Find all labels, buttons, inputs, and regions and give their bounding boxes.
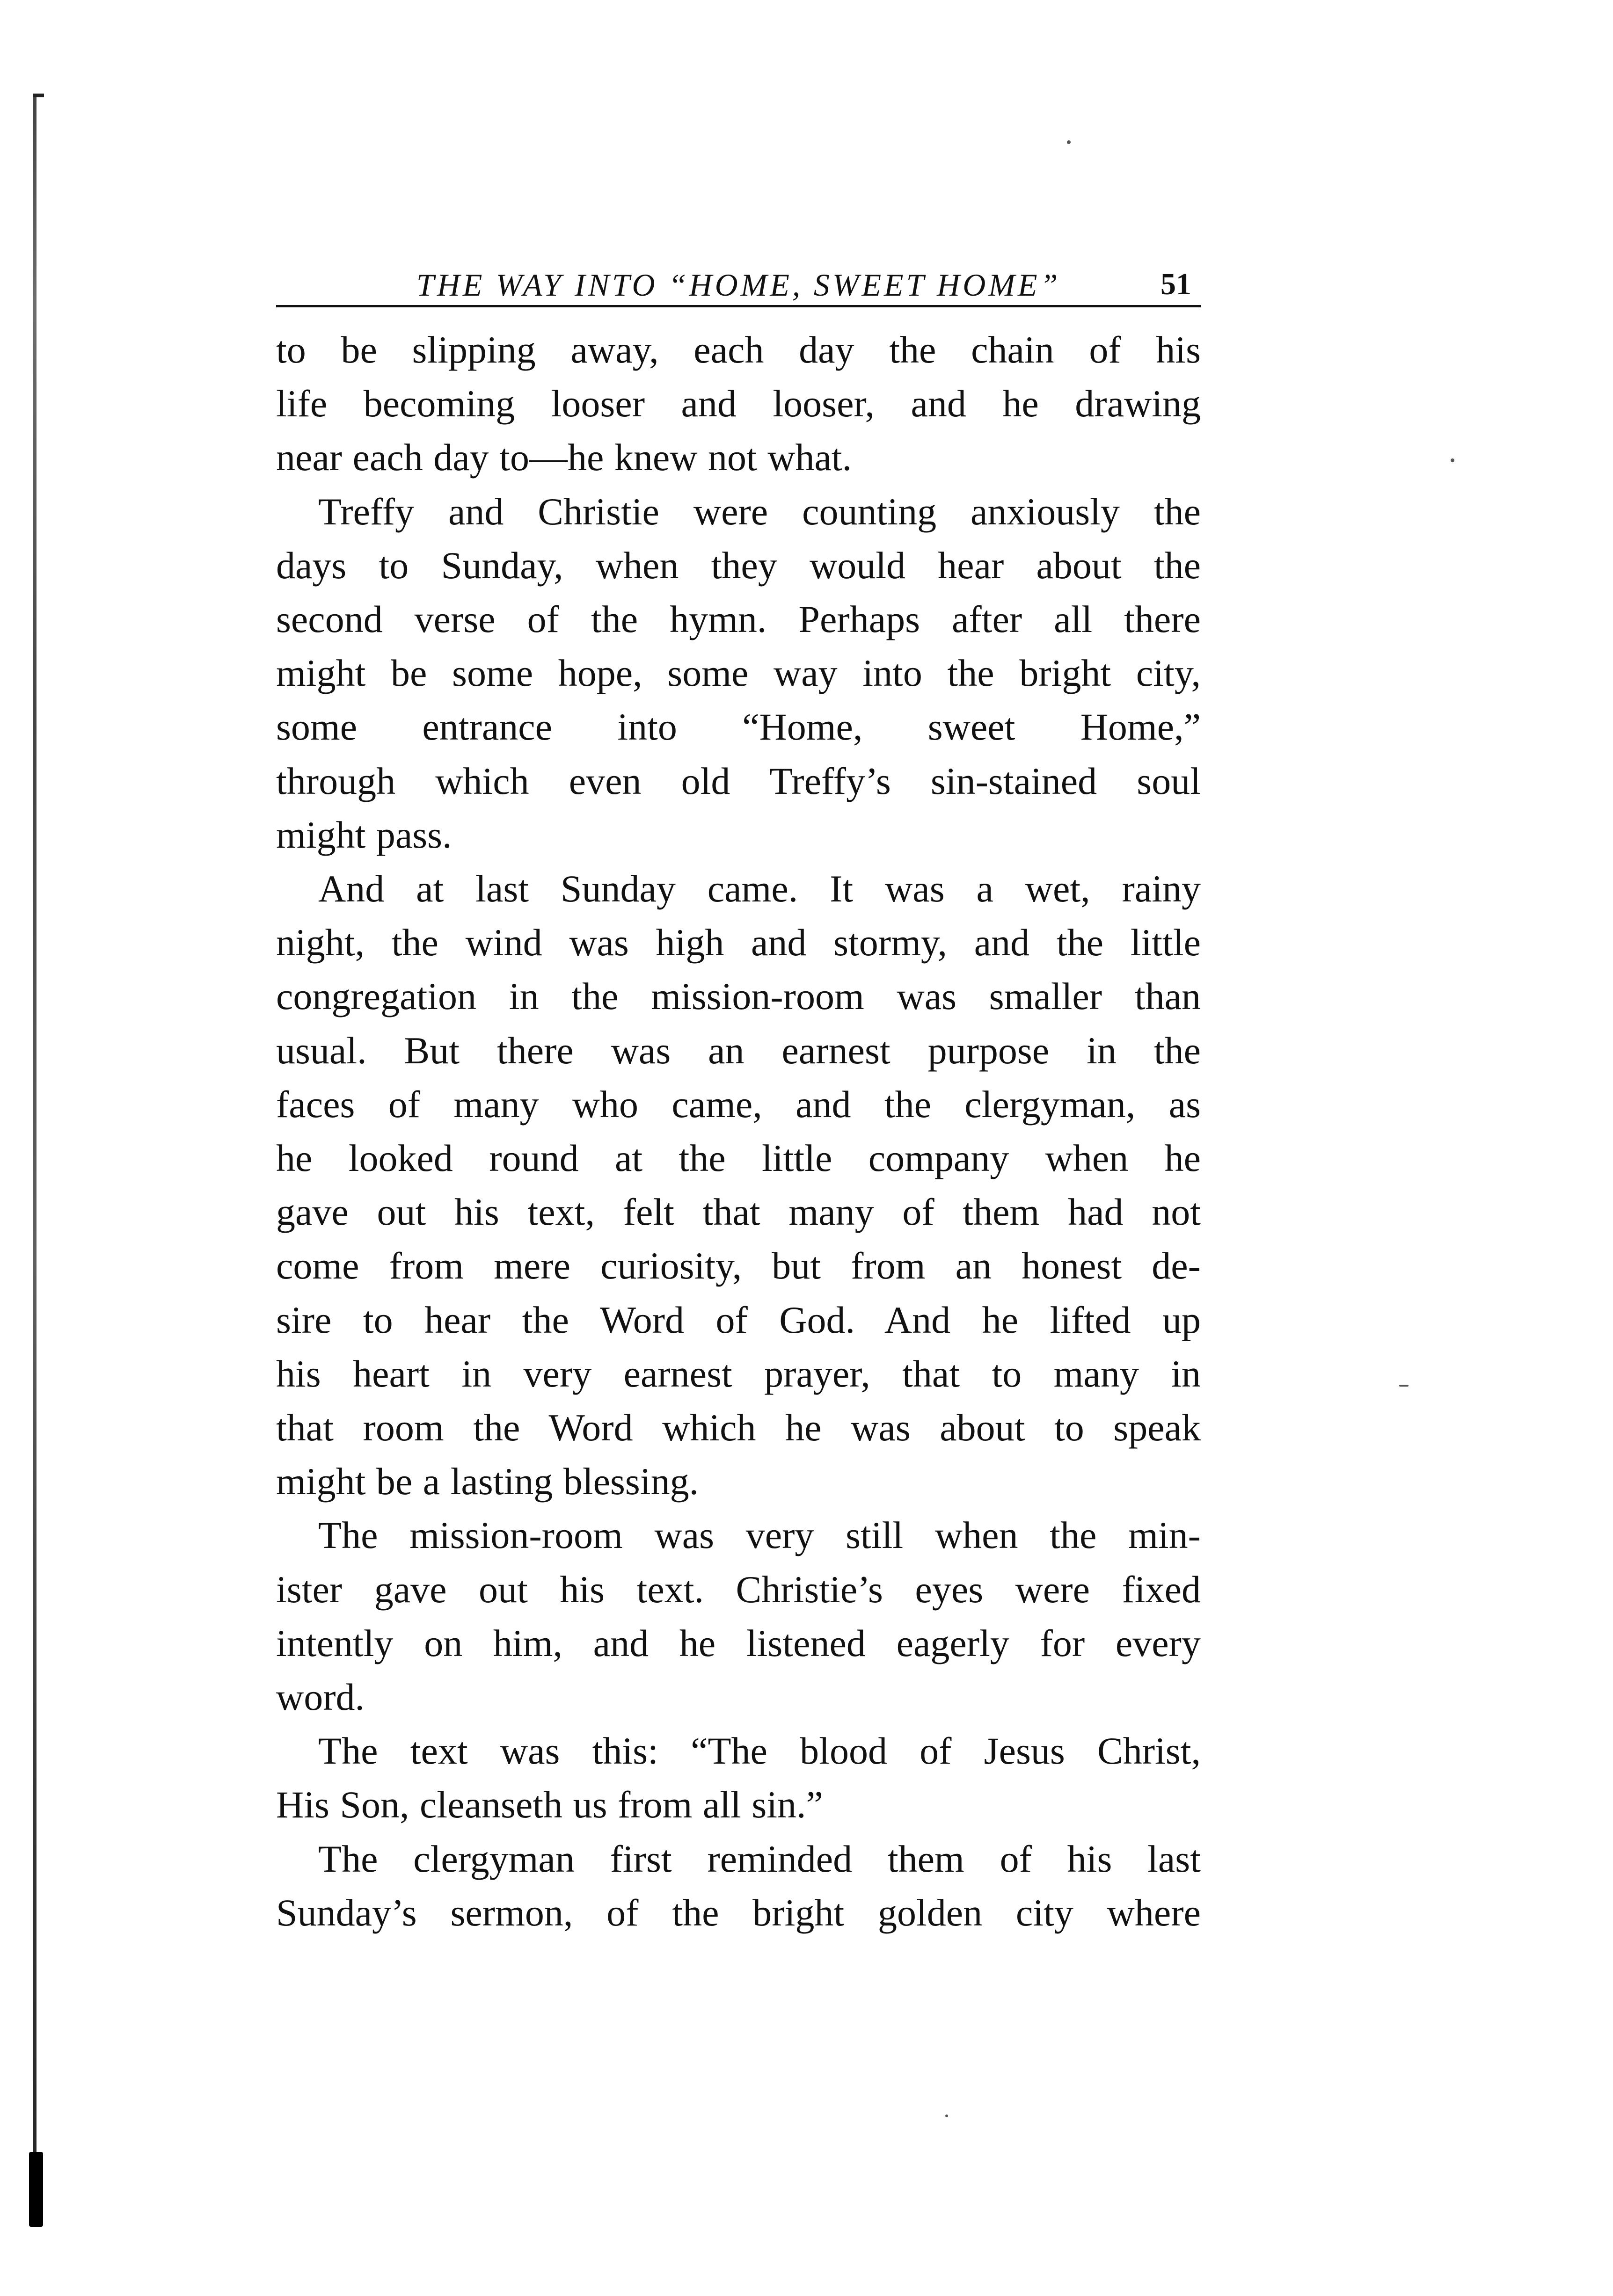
paragraph-continued <box>276 1131 1201 1185</box>
paragraph-continued <box>276 646 1201 700</box>
running-head <box>276 262 1201 309</box>
paragraph-continued <box>276 700 1201 754</box>
paragraph-continued <box>276 538 1201 592</box>
scan-speck <box>1399 1385 1409 1387</box>
paragraph-continued <box>276 1024 1201 1077</box>
text-line: some entrance into “Home, sweet Home,” <box>276 705 1201 748</box>
binding-edge <box>33 94 36 2208</box>
text-line: faces of many who came, and the clergyman, as <box>276 1083 1201 1126</box>
text-line: gave out his text, felt that many of them had not <box>276 1191 1201 1234</box>
text-line: second verse of the hymn. Perhaps after all there <box>276 598 1201 641</box>
text-line: days to Sunday, when they would hear about the <box>276 544 1201 587</box>
text-line: intently on him, and he listened eagerly for every <box>276 1621 1201 1664</box>
paragraph <box>276 1508 1201 1562</box>
text-line: might pass. <box>276 813 452 856</box>
text-line: might be some hope, some way into the bright city, <box>276 652 1201 695</box>
text-line: come from mere curiosity, but from an honest de- <box>276 1244 1201 1287</box>
paragraph-continued <box>276 915 1201 969</box>
text-line: word. <box>276 1676 365 1719</box>
scan-speck <box>1067 140 1071 144</box>
paragraph-end <box>276 430 1201 484</box>
paragraph-continued <box>276 1077 1201 1131</box>
paragraph-continued <box>276 1185 1201 1239</box>
text-line: near each day to—he knew not what. <box>276 436 852 479</box>
scan-speck <box>945 2114 948 2117</box>
paragraph-continued <box>276 1239 1201 1293</box>
text-line: that room the Word which he was about to speak <box>276 1406 1201 1449</box>
paragraph-continued <box>276 377 1201 430</box>
paragraph-continued <box>276 754 1201 808</box>
text-line: to be slipping away, each day the chain of his <box>276 328 1201 371</box>
text-line: sire to hear the Word of God. And he lifted up <box>276 1298 1201 1341</box>
text-line: might be a lasting blessing. <box>276 1460 699 1503</box>
paragraph-end <box>276 808 1201 862</box>
text-line: The text was this: “The blood of Jesus Christ, <box>318 1729 1201 1773</box>
running-title: THE WAY INTO “HOME, SWEET HOME” <box>416 267 1061 303</box>
paragraph-continued <box>276 969 1201 1023</box>
paragraph <box>276 1724 1201 1778</box>
binding-edge-bottom <box>29 2152 43 2227</box>
paragraph <box>276 323 1201 377</box>
scan-speck <box>1451 458 1454 462</box>
paragraph-continued <box>276 1886 1201 1940</box>
text-line: ister gave out his text. Christie’s eyes were fixed <box>276 1568 1201 1611</box>
text-line: The clergyman first reminded them of his last <box>318 1837 1201 1880</box>
body-text <box>276 323 1201 1940</box>
paragraph-continued <box>276 1347 1201 1401</box>
paragraph-end <box>276 1670 1201 1724</box>
text-line: through which even old Treffy’s sin-stained soul <box>276 759 1201 802</box>
paragraph-continued <box>276 1293 1201 1347</box>
text-line: congregation in the mission-room was smaller than <box>276 975 1201 1018</box>
paragraph-end <box>276 1454 1201 1508</box>
text-line: The mission-room was very still when the min- <box>318 1514 1201 1557</box>
text-line: And at last Sunday came. It was a wet, rainy <box>318 867 1201 910</box>
text-line: Sunday’s sermon, of the bright golden city where <box>276 1891 1201 1934</box>
text-line: usual. But there was an earnest purpose in the <box>276 1029 1201 1072</box>
text-line: His Son, cleanseth us from all sin.” <box>276 1783 823 1826</box>
text-line: his heart in very earnest prayer, that to many in <box>276 1352 1201 1395</box>
text-line: life becoming looser and looser, and he drawing <box>276 382 1201 425</box>
paragraph <box>276 485 1201 538</box>
paragraph-continued <box>276 1401 1201 1454</box>
text-line: he looked round at the little company when he <box>276 1137 1201 1180</box>
paragraph <box>276 1832 1201 1886</box>
header-rule <box>276 305 1201 307</box>
paragraph-continued <box>276 1616 1201 1670</box>
text-line: night, the wind was high and stormy, and the little <box>276 921 1201 964</box>
text-line: Treffy and Christie were counting anxiously the <box>318 490 1201 533</box>
binding-edge-top <box>33 94 44 97</box>
paragraph-continued <box>276 592 1201 646</box>
page-number: 51 <box>1160 267 1191 301</box>
paragraph-continued <box>276 1562 1201 1616</box>
paragraph <box>276 862 1201 915</box>
paragraph-end <box>276 1778 1201 1831</box>
